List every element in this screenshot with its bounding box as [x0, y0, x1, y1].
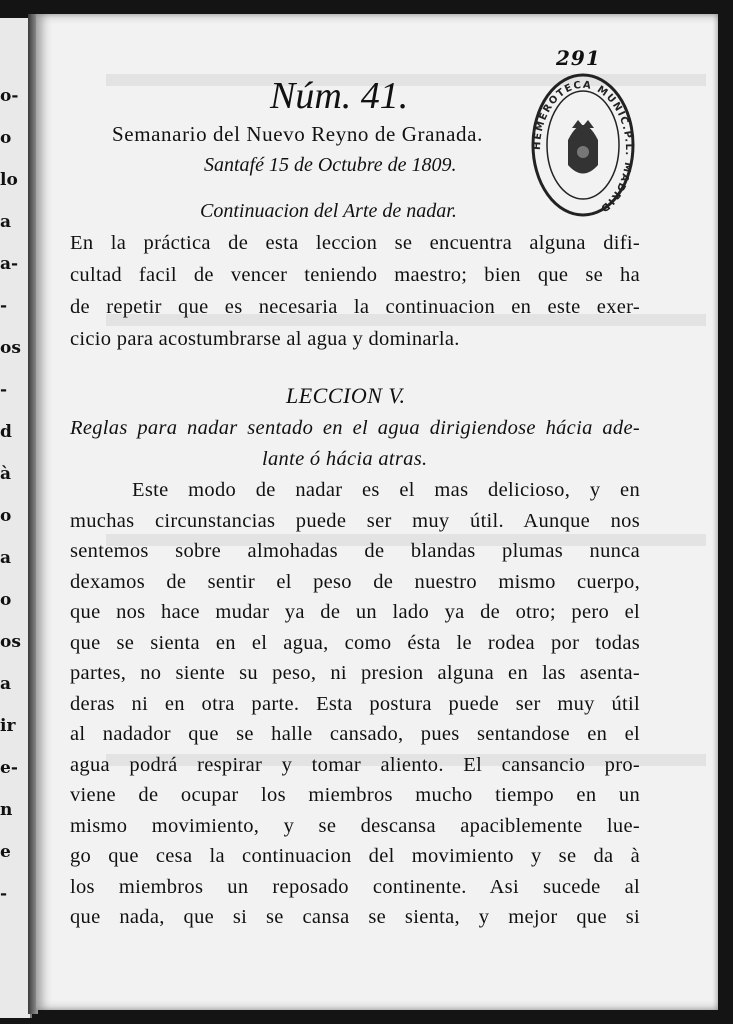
left-page-fragment: a: [0, 212, 12, 232]
text-line: agua podrá respirar y tomar aliento. El cansancio pro-: [70, 753, 640, 776]
text-line: que nada, que si se cansa se sienta, y mejor que si: [70, 906, 640, 928]
text-line: muchas circunstancias puede ser muy útil. Aunque nos: [70, 509, 640, 532]
text-line: dexamos de sentir el peso de nuestro mismo cuerpo,: [70, 570, 640, 593]
text-line: sentemos sobre almohadas de blandas plumas nunca: [70, 540, 640, 562]
subtitle-line: lante ó hácia atras.: [262, 448, 428, 470]
text-line: go que cesa la continuacion del movimiento y se da à: [70, 845, 640, 867]
text-line: de repetir que es necesaria la continuacion en este exer-: [70, 296, 640, 318]
left-page-fragment: a-: [0, 254, 19, 274]
left-page-fragment: d: [0, 422, 12, 442]
stamp-text: HEMEROTECA MUNIC.P.L. MADRID: [531, 79, 635, 215]
lesson-title: LECCION V.: [286, 383, 406, 408]
left-page-fragment: e: [0, 842, 11, 862]
text-line: al nadador que se halle cansado, pues sentandose en el: [70, 723, 640, 745]
library-stamp: [528, 70, 638, 220]
left-page-fragment: o: [0, 590, 12, 610]
left-page-fragment: a: [0, 548, 12, 568]
page-number: 291: [556, 46, 601, 70]
text-line: En la práctica de esta leccion se encuentra alguna difi-: [70, 232, 640, 254]
text-line: que se sienta en el agua, como ésta le rodea por todas: [70, 631, 640, 654]
text-line: los miembros un reposado continente. Asi sucede al: [70, 875, 640, 898]
text-line: Este modo de nadar es el mas delicioso, y en: [132, 479, 640, 501]
text-line: cicio para acostumbrarse al agua y dominarla.: [70, 328, 460, 350]
text-line: mismo movimiento, y se descansa apaciblemente lue-: [70, 814, 640, 837]
section-title: Continuacion del Arte de nadar.: [200, 200, 457, 222]
text-line: cultad facil de vencer teniendo maestro; bien que se ha: [70, 264, 640, 286]
publication-title: Semanario del Nuevo Reyno de Granada.: [112, 122, 483, 146]
subtitle-line: Reglas para nadar sentado en el agua dirigiendose hácia ade-: [70, 417, 640, 439]
left-page-fragment: ir: [0, 716, 16, 736]
text-line: partes, no siente su peso, ni presion alguna en las asenta-: [70, 662, 640, 684]
left-page-fragment: -: [0, 884, 8, 904]
left-page-fragment: os: [0, 632, 21, 652]
left-page-fragment: o-: [0, 86, 19, 106]
text-line: que nos hace mudar ya de un lado ya de otro; pero el: [70, 601, 640, 623]
municipal-crest-icon: [568, 120, 598, 174]
text-line: deras ni en otra parte. Esta postura puede ser muy útil: [70, 692, 640, 715]
left-page-fragment: -: [0, 296, 8, 316]
text-line: viene de ocupar los miembros mucho tiempo en un: [70, 784, 640, 806]
left-page-fragment: -: [0, 380, 8, 400]
left-page-fragment: a: [0, 674, 12, 694]
issue-number: Núm. 41.: [270, 75, 409, 117]
left-page-fragment: à: [0, 464, 12, 484]
left-page-fragment: o: [0, 128, 12, 148]
issue-date: Santafé 15 de Octubre de 1809.: [204, 154, 457, 176]
left-page-fragment: lo: [0, 170, 18, 190]
left-page-fragment: os: [0, 338, 21, 358]
left-page-fragment: o: [0, 506, 12, 526]
left-page-fragment: n: [0, 800, 13, 820]
left-page-fragment: e-: [0, 758, 18, 778]
